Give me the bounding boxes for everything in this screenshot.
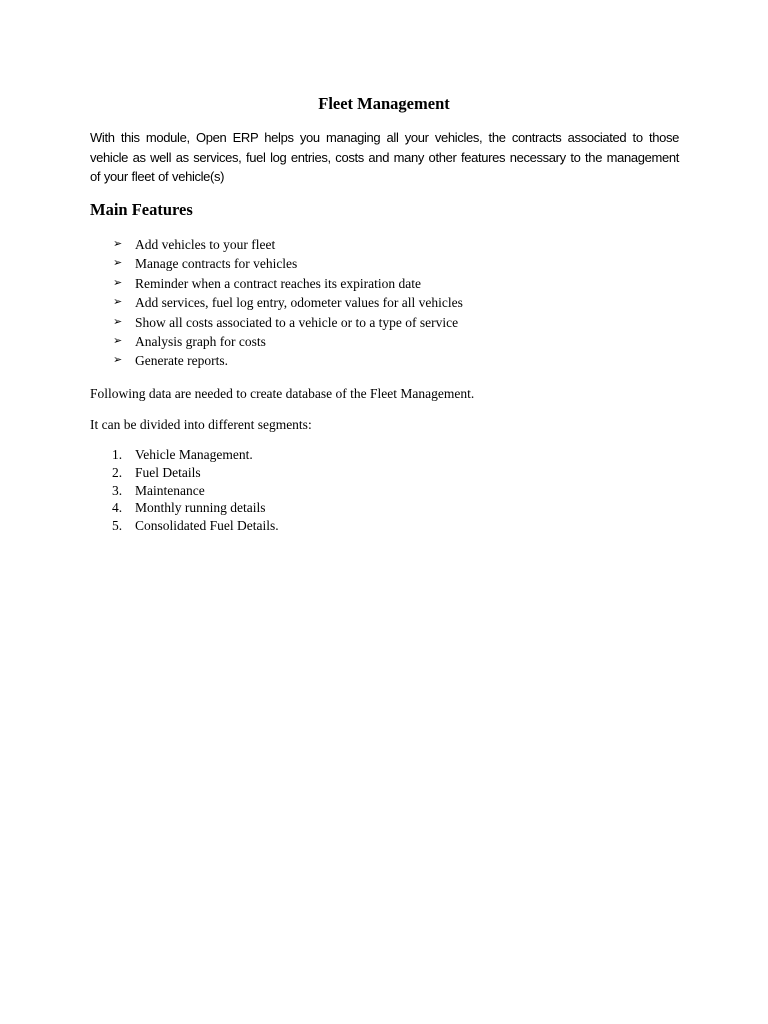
segment-number: 3.: [112, 482, 123, 498]
feature-text: Add services, fuel log entry, odometer values for all vehicles: [135, 295, 463, 311]
intro-paragraph: With this module, Open ERP helps you managing all your vehicles, the contracts associated to those vehicle as well as services, fuel log entries, costs and many other features necessary to the management of your fleet of vehicle(s): [90, 130, 679, 184]
feature-text: Generate reports.: [135, 353, 228, 369]
segment-text: Consolidated Fuel Details.: [135, 518, 279, 534]
data-requirements-paragraph: Following data are needed to create database of the Fleet Management.: [90, 386, 475, 401]
arrowhead-bullet-icon: ➢: [113, 238, 123, 250]
arrowhead-bullet-icon: ➢: [113, 334, 123, 347]
segment-text: Vehicle Management.: [135, 447, 253, 462]
feature-text: Analysis graph for costs: [135, 333, 266, 349]
arrowhead-bullet-icon: ➢: [113, 296, 123, 309]
arrowhead-bullet-icon: ➢: [113, 276, 123, 289]
feature-text: Reminder when a contract reaches its expiration date: [135, 275, 422, 291]
feature-text: Add vehicles to your fleet: [135, 237, 276, 252]
segment-number: 2.: [112, 464, 123, 480]
segment-number: 4.: [112, 500, 123, 516]
arrowhead-bullet-icon: ➢: [113, 315, 123, 328]
document-title: Fleet Management: [318, 94, 450, 113]
segments-intro-paragraph: It can be divided into different segments:: [90, 417, 312, 432]
segment-text: Monthly running details: [135, 500, 266, 516]
features-heading: Main Features: [90, 200, 193, 219]
segment-text: Maintenance: [135, 482, 205, 498]
arrowhead-bullet-icon: ➢: [113, 354, 123, 367]
feature-text: Show all costs associated to a vehicle or to a type of service: [135, 314, 459, 330]
segment-number: 5.: [112, 518, 123, 534]
segment-number: 1.: [112, 447, 123, 462]
feature-text: Manage contracts for vehicles: [135, 256, 298, 272]
segment-text: Fuel Details: [135, 464, 201, 480]
arrowhead-bullet-icon: ➢: [113, 257, 123, 270]
